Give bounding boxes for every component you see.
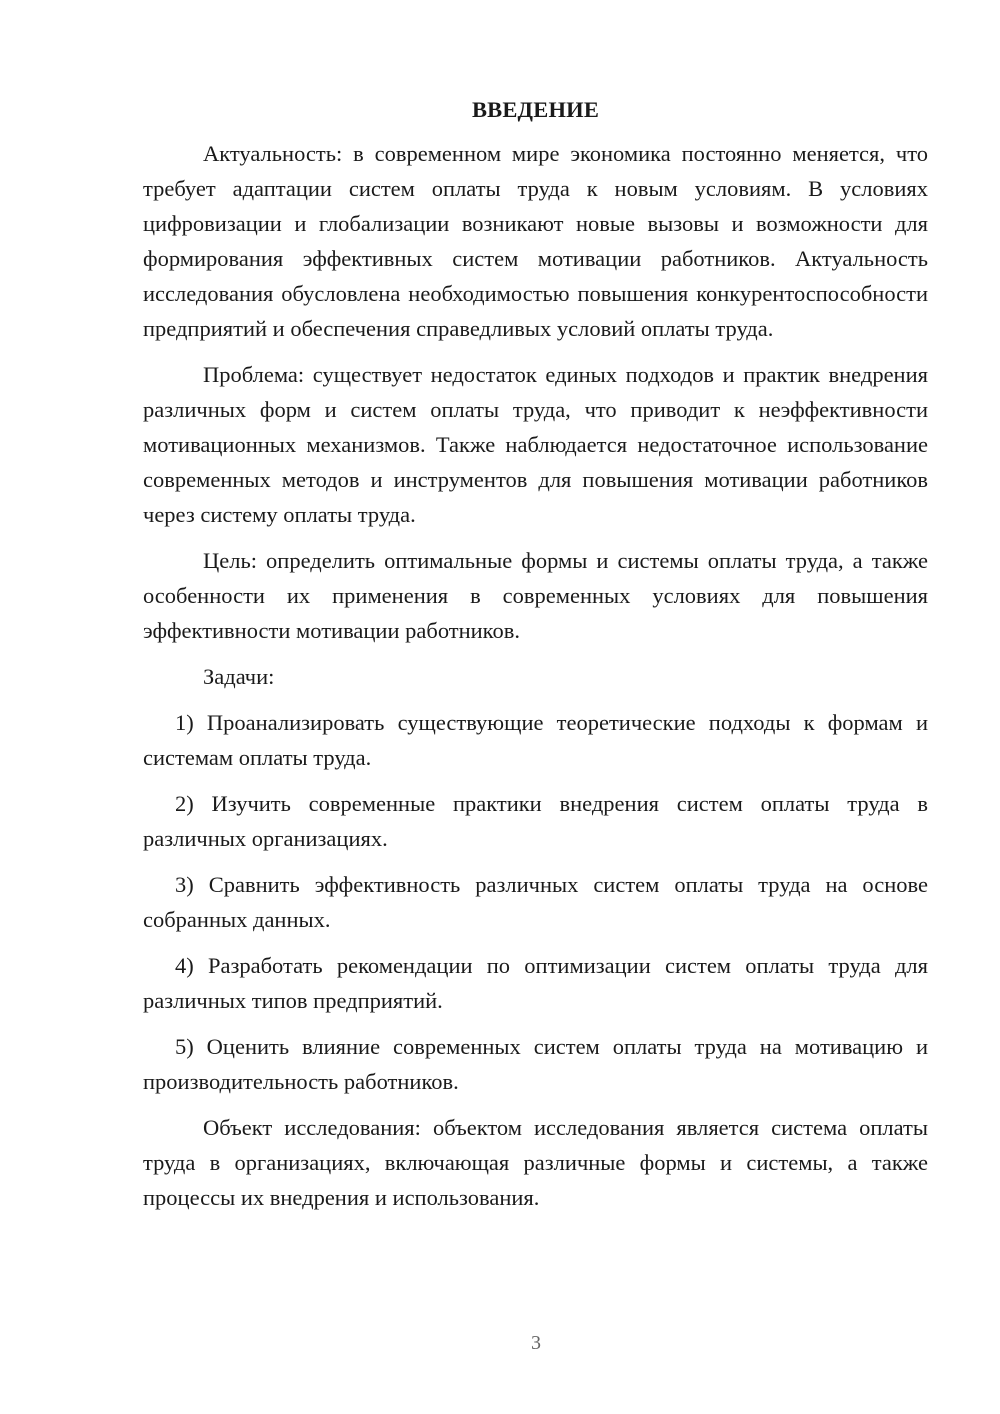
list-item: 3) Сравнить эффективность различных систем оплаты труда на основе собранных данных. — [143, 872, 928, 932]
list-item: 2) Изучить современные практики внедрения систем оплаты труда в различных организациях. — [143, 791, 928, 851]
paragraph-relevance: Актуальность: в современном мире экономика постоянно меняется, что требует адаптации систем оплаты труда к новым условиям. В условиях цифровизации и глобализации возникают новые вызовы и возможности для формирования эффективных систем мотивации работников. Актуальность исследования обусловлена необходимостью повышения конкурентоспособности предприятий и обеспечения справедливых условий оплаты труда. — [143, 141, 928, 341]
document-page — [143, 92, 928, 1226]
tasks-heading: Задачи: — [203, 664, 275, 689]
list-item: 1) Проанализировать существующие теоретические подходы к формам и системам оплаты труда. — [143, 710, 928, 770]
tasks-list — [143, 705, 928, 1099]
page-number: 3 — [531, 1332, 541, 1354]
list-item: 5) Оценить влияние современных систем оплаты труда на мотивацию и производительность работников. — [143, 1034, 928, 1094]
paragraph-object: Объект исследования: объектом исследования является система оплаты труда в организациях, включающая различные формы и системы, а также процессы их внедрения и использования. — [143, 1115, 928, 1210]
paragraph-problem: Проблема: существует недостаток единых подходов и практик внедрения различных форм и систем оплаты труда, что приводит к неэффективности мотивационных механизмов. Также наблюдается недостаточное использование современных методов и инструментов для повышения мотивации работников через систему оплаты труда. — [143, 362, 928, 527]
paragraph-goal: Цель: определить оптимальные формы и системы оплаты труда, а также особенности их применения в современных условиях для повышения эффективности мотивации работников. — [143, 548, 928, 643]
page-title: ВВЕДЕНИЕ — [471, 97, 600, 122]
list-item: 4) Разработать рекомендации по оптимизации систем оплаты труда для различных типов предприятий. — [143, 953, 928, 1013]
